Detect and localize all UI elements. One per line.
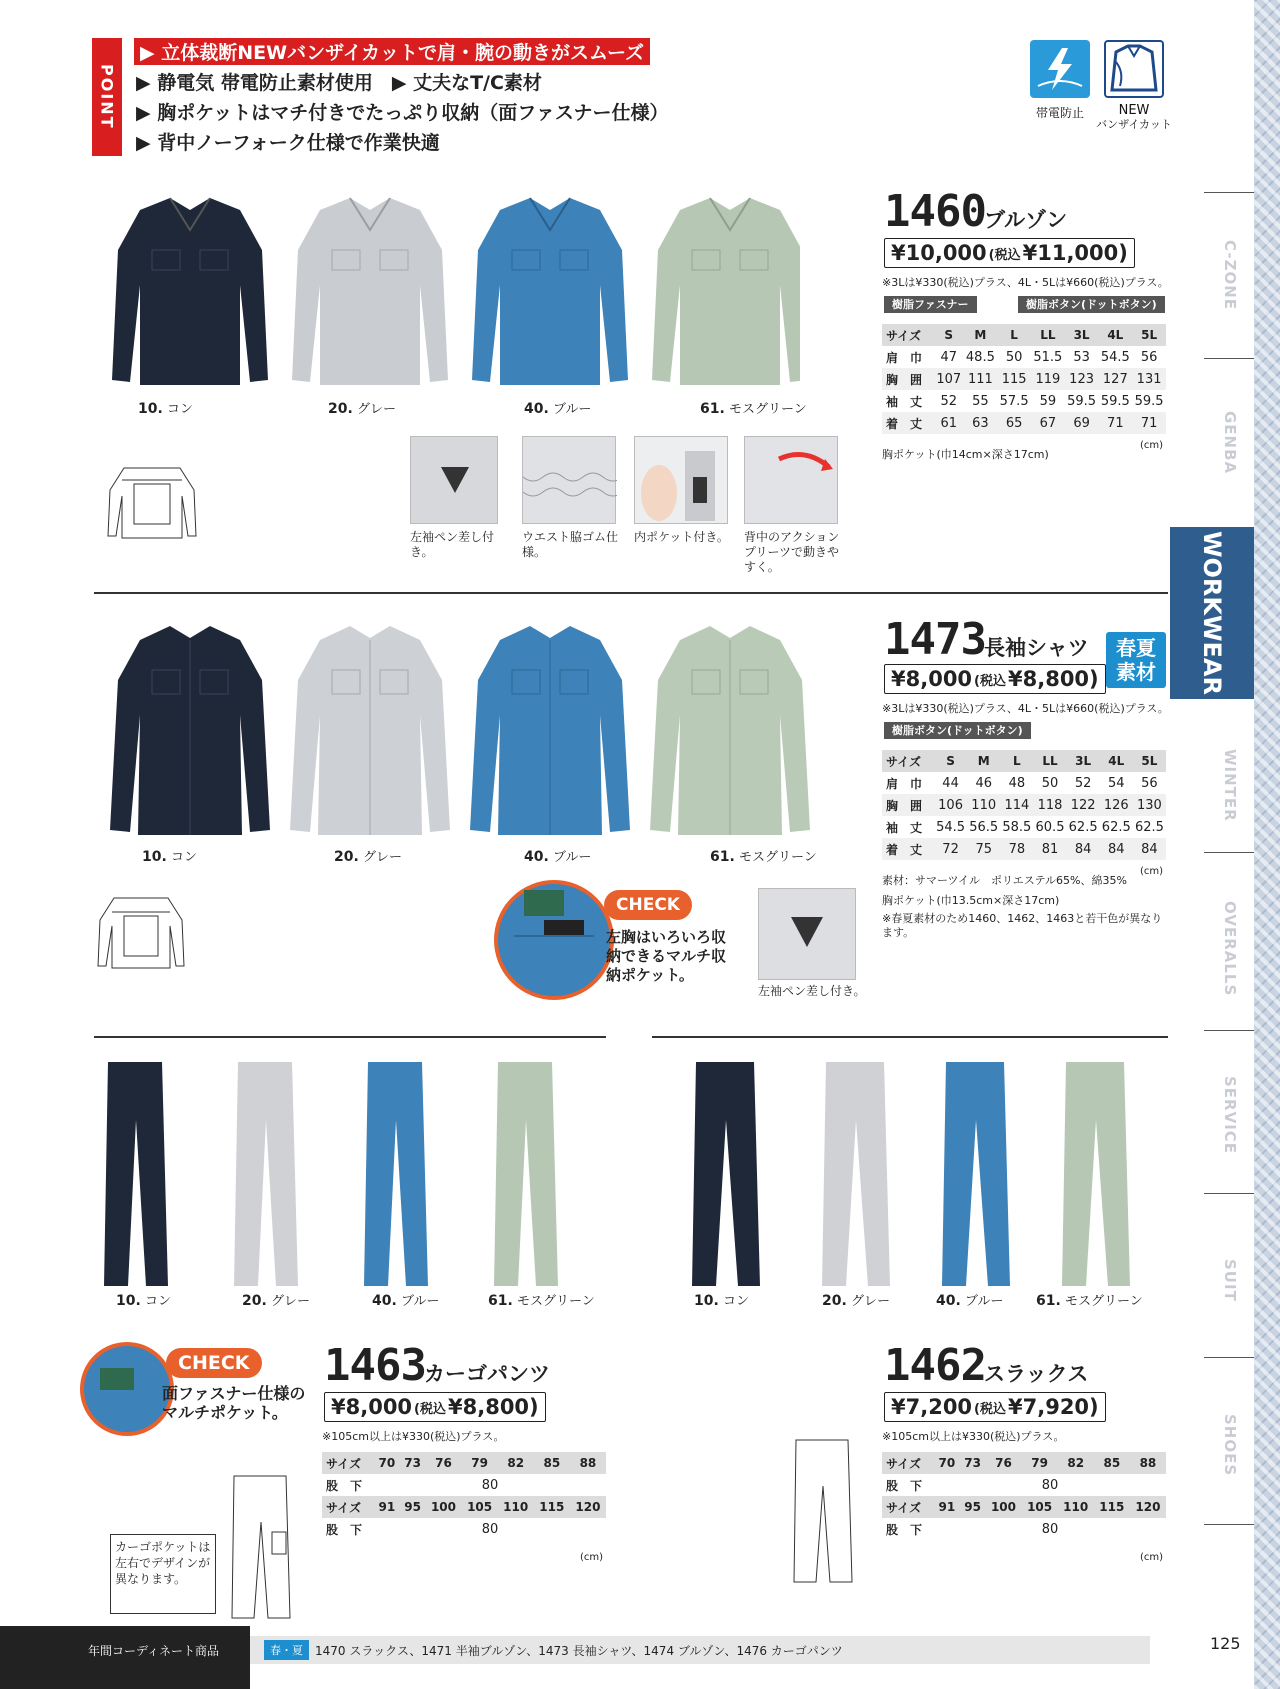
pocket-size: 胸ポケット(巾14cm×深さ17cm) bbox=[882, 448, 1049, 461]
price: ¥10,000 bbox=[891, 241, 987, 265]
color-caption-61: 61. モスグリーン bbox=[1036, 1293, 1143, 1309]
cargo-pants-sketch bbox=[228, 1472, 294, 1622]
product-name: 長袖シャツ bbox=[984, 636, 1089, 660]
page-number: 125 bbox=[1210, 1634, 1241, 1653]
footer-bar bbox=[250, 1636, 1150, 1664]
pants-row bbox=[90, 1060, 1170, 1290]
icon-caption: バンザイカット bbox=[1096, 118, 1172, 131]
slacks-61 bbox=[1062, 1062, 1130, 1286]
check-text: 面ファスナー仕様のマルチポケット。 bbox=[162, 1384, 306, 1422]
product-code: 1462 bbox=[884, 1340, 986, 1391]
size-table-1473: サイズ S M L LL 3L 4L 5L 肩 巾 44 46 48 50 52 54 56 胸 囲 106 110 114 118 122 126 130 袖 丈 54.5 56.5 58.5 60.5 62.5 62.5 62.5 着 丈 72 75 78 81 84 84 84 bbox=[882, 750, 1166, 860]
detail-inner-pocket bbox=[634, 436, 728, 524]
unit-label: (cm) bbox=[1140, 440, 1164, 451]
price-note: ※105cm以上は¥330(税込)プラス。 bbox=[882, 1430, 1065, 1443]
color-caption-10: 10. コン bbox=[142, 849, 197, 865]
color-caption-40: 40. ブルー bbox=[524, 401, 592, 417]
tab-service[interactable]: SERVICE bbox=[1221, 1075, 1239, 1155]
color-caption-20: 20. グレー bbox=[328, 401, 396, 417]
unit-label: (cm) bbox=[1140, 1552, 1164, 1563]
detail-caption: 左袖ペン差し付き。 bbox=[410, 530, 495, 559]
tab-wear-label: WEAR bbox=[1198, 615, 1226, 695]
unit-label: (cm) bbox=[580, 1552, 604, 1563]
price-tax: ¥8,800) bbox=[448, 1395, 539, 1419]
detail-action-pleats bbox=[744, 436, 838, 524]
size-table-1462: サイズ 70 73 76 79 82 85 88 股 下 80 サイズ 91 95 100 105 110 115 120 股 下 80 bbox=[882, 1452, 1166, 1540]
shirt-10 bbox=[110, 626, 270, 835]
detail-caption: 背中のアクションプリーツで動きやすく。 bbox=[744, 530, 840, 574]
price-box bbox=[884, 238, 1135, 268]
tab-winter[interactable]: WINTER bbox=[1221, 748, 1239, 822]
tax-label: (税込 bbox=[974, 1401, 1006, 1417]
size-table-1460: サイズ S M L LL 3L 4L 5L 肩 巾 47 48.5 50 51.5 53 54.5 56 胸 囲 107 111 115 119 123 127 131 袖 丈 52 55 57.5 59 59.5 59.5 59.5 着 丈 61 63 65 67 69 71 71 bbox=[882, 324, 1166, 434]
cargo-10 bbox=[104, 1062, 168, 1286]
section-divider bbox=[94, 592, 1168, 594]
tax-label: (税込 bbox=[414, 1401, 446, 1417]
lightning-icon bbox=[1030, 40, 1090, 98]
shirt-20 bbox=[290, 626, 450, 835]
slacks-20 bbox=[822, 1062, 890, 1286]
product-code: 1460 bbox=[884, 186, 986, 237]
icon-caption: NEW bbox=[1118, 103, 1150, 118]
price-tax: ¥11,000) bbox=[1022, 241, 1128, 265]
price-note: ※3Lは¥330(税込)プラス、4L・5Lは¥660(税込)プラス。 bbox=[882, 276, 1169, 289]
color-caption-61: 61. モスグリーン bbox=[710, 849, 817, 865]
cargo-note: カーゴポケットは左右でデザインが異なります。 bbox=[110, 1534, 216, 1614]
size-table-1463: サイズ 70 73 76 79 82 85 88 股 下 80 サイズ 91 95 100 105 110 115 120 股 下 80 bbox=[322, 1452, 606, 1540]
price-box bbox=[324, 1392, 546, 1422]
tab-c-zone[interactable]: C-ZONE bbox=[1221, 239, 1239, 310]
shirt-back-sketch bbox=[94, 890, 188, 970]
jacket-row-1460 bbox=[90, 190, 800, 390]
tax-label: (税込 bbox=[988, 247, 1021, 263]
spec-tag: 樹脂ボタン(ドットボタン) bbox=[1018, 296, 1165, 313]
price: ¥8,000 bbox=[891, 667, 973, 691]
jacket-61 bbox=[652, 198, 800, 385]
tab-genba[interactable]: GENBA bbox=[1221, 411, 1239, 475]
color-caption-61: 61. モスグリーン bbox=[488, 1293, 595, 1309]
color-caption-20: 20. グレー bbox=[822, 1293, 890, 1309]
tab-divider bbox=[1204, 192, 1254, 193]
price-note: ※105cm以上は¥330(税込)プラス。 bbox=[322, 1430, 505, 1443]
point-line-3: ▶ 胸ポケットはマチ付きでたっぷり収納（面ファスナー仕様） bbox=[136, 102, 669, 124]
color-caption-40: 40. ブルー bbox=[524, 849, 592, 865]
product-name: ブルゾン bbox=[984, 208, 1068, 232]
color-caption-10: 10. コン bbox=[116, 1293, 171, 1309]
detail-pen-pocket bbox=[410, 436, 498, 524]
tab-work-label: WORK bbox=[1198, 531, 1226, 616]
detail-pen-pocket bbox=[758, 888, 856, 980]
season-note: ※春夏素材のため1460、1462、1463と若干色が異なります。 bbox=[882, 912, 1163, 939]
tab-shoes[interactable]: SHOES bbox=[1221, 1413, 1239, 1477]
footer-season: 春・夏 bbox=[264, 1640, 309, 1660]
cargo-20 bbox=[234, 1062, 298, 1286]
cargo-61 bbox=[494, 1062, 558, 1286]
material: 素材：サマーツイル ポリエステル65%、綿35% bbox=[882, 874, 1127, 887]
shirt-40 bbox=[470, 626, 630, 835]
spec-tag: 樹脂ファスナー bbox=[884, 296, 977, 313]
cargo-pocket-check-photo bbox=[80, 1342, 174, 1436]
slacks-40 bbox=[942, 1062, 1010, 1286]
point-line-1: ▶ 立体裁断NEWバンザイカットで肩・腕の動きがスムーズ bbox=[134, 38, 650, 65]
check-badge: CHECK bbox=[166, 1348, 262, 1378]
pocket-size: 胸ポケット(巾13.5cm×深さ17cm) bbox=[882, 894, 1060, 907]
tab-divider bbox=[1204, 1030, 1254, 1031]
point-line-4: ▶ 背中ノーフォーク仕様で作業快適 bbox=[136, 132, 440, 154]
price-tax: ¥8,800) bbox=[1008, 667, 1099, 691]
detail-waist-elastic bbox=[522, 436, 616, 524]
tab-divider bbox=[1204, 1524, 1254, 1525]
price-note: ※3Lは¥330(税込)プラス、4L・5Lは¥660(税込)プラス。 bbox=[882, 702, 1169, 715]
price-box bbox=[884, 1392, 1106, 1422]
pocket-check-photo bbox=[494, 880, 614, 1000]
tab-divider bbox=[1204, 1193, 1254, 1194]
jacket-10 bbox=[112, 198, 268, 385]
point-tag: POINT bbox=[92, 38, 122, 156]
section-divider bbox=[94, 1036, 606, 1038]
jacket-20 bbox=[292, 198, 448, 385]
slacks-10 bbox=[692, 1062, 760, 1286]
jacket-40 bbox=[472, 198, 628, 385]
price-box bbox=[884, 664, 1106, 694]
detail-caption: ウエスト脇ゴム仕様。 bbox=[522, 530, 619, 559]
shirt-61 bbox=[650, 626, 810, 835]
product-name: スラックス bbox=[984, 1362, 1089, 1386]
icon-caption: 帯電防止 bbox=[1035, 106, 1084, 120]
shirt-row-1473 bbox=[90, 620, 820, 840]
price: ¥8,000 bbox=[331, 1395, 413, 1419]
color-caption-40: 40. ブルー bbox=[372, 1293, 440, 1309]
color-caption-20: 20. グレー bbox=[334, 849, 402, 865]
product-code: 1463 bbox=[324, 1340, 426, 1391]
tab-overalls[interactable]: OVERALLS bbox=[1221, 901, 1239, 997]
jacket-back-sketch bbox=[104, 460, 200, 540]
footer-items: 1470 スラックス、1471 半袖ブルゾン、1473 長袖シャツ、1474 ブルゾン、1476 カーゴパンツ bbox=[315, 1643, 843, 1658]
color-caption-40: 40. ブルー bbox=[936, 1293, 1004, 1309]
product-code: 1473 bbox=[884, 614, 986, 665]
slacks-sketch bbox=[790, 1436, 856, 1586]
banzai-icon bbox=[1104, 40, 1164, 98]
spec-tag: 樹脂ボタン(ドットボタン) bbox=[884, 722, 1031, 739]
detail-caption: 内ポケット付き。 bbox=[634, 530, 729, 544]
color-caption-10: 10. コン bbox=[694, 1293, 749, 1309]
tab-divider bbox=[1204, 852, 1254, 853]
price: ¥7,200 bbox=[891, 1395, 973, 1419]
footer-label: 年間コーディネート商品 bbox=[88, 1644, 220, 1658]
color-caption-20: 20. グレー bbox=[242, 1293, 310, 1309]
cargo-40 bbox=[364, 1062, 428, 1286]
detail-caption: 左袖ペン差し付き。 bbox=[758, 984, 866, 998]
side-pattern-strip bbox=[1254, 0, 1280, 1689]
tax-label: (税込 bbox=[974, 673, 1006, 689]
price-tax: ¥7,920) bbox=[1008, 1395, 1099, 1419]
tab-suit[interactable]: SUIT bbox=[1221, 1258, 1239, 1302]
check-text: 左胸はいろいろ収納できるマルチ収納ポケット。 bbox=[606, 928, 727, 984]
color-caption-10: 10. コン bbox=[138, 401, 193, 417]
check-badge: CHECK bbox=[604, 890, 692, 920]
section-divider bbox=[652, 1036, 1168, 1038]
tab-divider bbox=[1204, 358, 1254, 359]
product-name: カーゴパンツ bbox=[424, 1362, 550, 1386]
color-caption-61: 61. モスグリーン bbox=[700, 401, 807, 417]
unit-label: (cm) bbox=[1140, 866, 1164, 877]
season-badge: 春夏素材 bbox=[1106, 632, 1166, 688]
point-line-2: ▶ 静電気 帯電防止素材使用 ▶ 丈夫なT/C素材 bbox=[136, 72, 542, 94]
tab-divider bbox=[1204, 1357, 1254, 1358]
tab-work-wear[interactable] bbox=[1170, 527, 1254, 699]
